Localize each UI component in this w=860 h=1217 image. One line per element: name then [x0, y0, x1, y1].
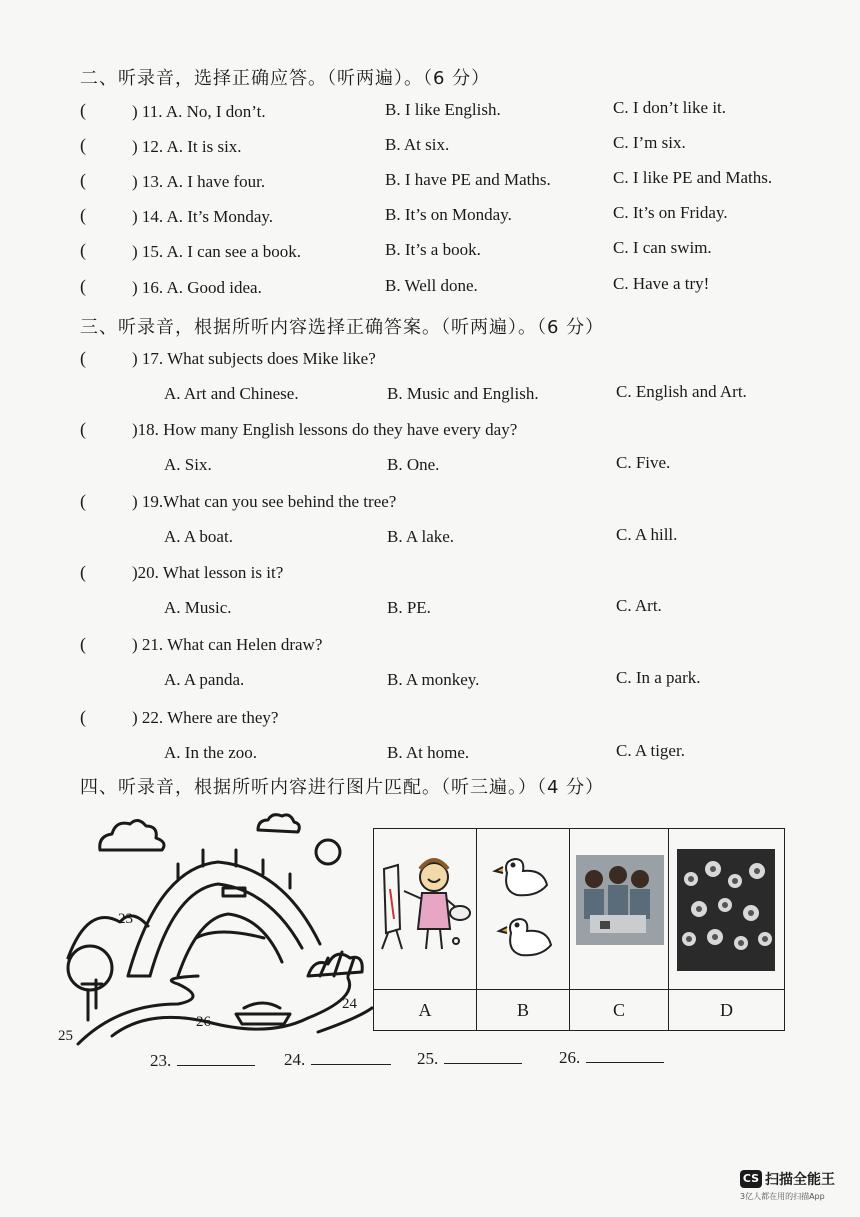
option-b: B. At six.	[385, 135, 450, 154]
option-a: A. A boat.	[164, 527, 233, 546]
option-label-b: B	[477, 989, 570, 1030]
question-text: ) 22. Where are they?	[132, 708, 279, 727]
picture-options-table	[373, 828, 785, 1031]
ducks-icon	[477, 829, 567, 987]
answer-paren[interactable]: (	[80, 170, 86, 190]
answer-paren[interactable]: (	[80, 276, 86, 296]
answer-paren[interactable]: (	[80, 562, 86, 582]
question-text: )20. What lesson is it?	[132, 563, 284, 582]
question-text: ) 21. What can Helen draw?	[132, 635, 323, 654]
option-b: B. I have PE and Maths.	[385, 170, 551, 189]
question-text: ) 19.What can you see behind the tree?	[132, 492, 397, 511]
answer-blank[interactable]	[311, 1050, 391, 1065]
option-a: A. A panda.	[164, 670, 245, 689]
answer-paren[interactable]: (	[80, 634, 86, 654]
option-a: ) 16. A. Good idea.	[132, 278, 262, 297]
option-c: C. In a park.	[616, 668, 701, 687]
scene-label-25: 25	[58, 1028, 73, 1044]
option-a: A. Music.	[164, 598, 232, 617]
section3-heading: 三、听录音，根据所听内容选择正确答案。（听两遍）。（6 分）	[80, 317, 605, 338]
app-name: 扫描全能王	[765, 1171, 835, 1188]
option-c: C. A hill.	[616, 525, 678, 544]
cloud-icon	[258, 815, 299, 832]
option-a: A. Six.	[164, 455, 212, 474]
option-a: ) 11. A. No, I don’t.	[132, 102, 266, 121]
flowers-photo	[669, 829, 781, 987]
picture-a-cell	[374, 829, 477, 989]
park-scene-image	[58, 808, 374, 1048]
option-c: C. Art.	[616, 596, 662, 615]
option-c: C. I can swim.	[613, 238, 712, 257]
question-text: )18. How many English lessons do they have every day?	[132, 420, 518, 439]
option-a: ) 13. A. I have four.	[132, 172, 266, 191]
blank-24	[284, 1050, 391, 1070]
answer-paren[interactable]: (	[80, 100, 86, 120]
answer-paren[interactable]: (	[80, 348, 86, 368]
answer-paren[interactable]: (	[80, 491, 86, 511]
blank-number: 24.	[284, 1050, 306, 1069]
option-b: B. I like English.	[385, 100, 501, 119]
option-c: C. It’s on Friday.	[613, 203, 728, 222]
answer-paren[interactable]: (	[80, 240, 86, 260]
section2-heading: 二、听录音，选择正确应答。（听两遍）。（6 分）	[80, 68, 491, 89]
blank-26	[559, 1048, 664, 1068]
app-tagline: 3亿人都在用的扫描App	[740, 1191, 825, 1201]
option-label-d: D	[669, 989, 784, 1030]
option-a: A. In the zoo.	[164, 743, 258, 762]
cloud-icon	[100, 820, 164, 850]
option-b: B. It’s a book.	[385, 240, 481, 259]
answer-paren[interactable]: (	[80, 707, 86, 727]
scene-label-26: 26	[196, 1014, 211, 1030]
children-picnic-photo	[570, 829, 666, 987]
answer-blank[interactable]	[177, 1051, 255, 1066]
blank-25	[417, 1049, 522, 1069]
blank-number: 25.	[417, 1049, 439, 1068]
section4-heading: 四、听录音，根据所听内容进行图片匹配。（听三遍。）（4 分）	[80, 777, 605, 798]
option-a: A. Art and Chinese.	[164, 384, 299, 403]
option-label-a: A	[374, 989, 477, 1030]
option-b: B. A monkey.	[387, 670, 480, 689]
picture-b-cell	[477, 829, 570, 989]
option-label-c: C	[570, 989, 669, 1030]
option-b: B. It’s on Monday.	[385, 205, 512, 224]
option-b: B. Well done.	[385, 276, 478, 295]
answer-paren[interactable]: (	[80, 419, 86, 439]
girl-painting-icon	[374, 829, 474, 987]
option-b: B. PE.	[387, 598, 431, 617]
camscanner-logo: CS	[740, 1170, 762, 1188]
boat-icon	[236, 1014, 290, 1024]
option-a: ) 14. A. It’s Monday.	[132, 207, 274, 226]
option-a: ) 15. A. I can see a book.	[132, 242, 302, 261]
option-b: B. One.	[387, 455, 440, 474]
blank-number: 26.	[559, 1048, 581, 1067]
picture-d-cell	[669, 829, 784, 989]
question-text: ) 17. What subjects does Mike like?	[132, 349, 376, 368]
answer-blank[interactable]	[444, 1049, 522, 1064]
blank-23	[150, 1051, 255, 1071]
option-c: C. I like PE and Maths.	[613, 168, 773, 187]
option-c: C. I’m six.	[613, 133, 686, 152]
option-c: C. A tiger.	[616, 741, 685, 760]
blank-number: 23.	[150, 1051, 172, 1070]
scene-label-24: 24	[342, 996, 357, 1012]
option-b: B. Music and English.	[387, 384, 539, 403]
option-c: C. Five.	[616, 453, 671, 472]
option-c: C. English and Art.	[616, 382, 747, 401]
option-c: C. Have a try!	[613, 274, 710, 293]
scene-label-23: 23	[118, 911, 133, 927]
option-b: B. At home.	[387, 743, 470, 762]
camscanner-watermark	[740, 1168, 835, 1202]
option-b: B. A lake.	[387, 527, 455, 546]
picture-c-cell	[570, 829, 669, 989]
option-a: ) 12. A. It is six.	[132, 137, 242, 156]
sun-icon	[316, 840, 340, 864]
answer-paren[interactable]: (	[80, 135, 86, 155]
answer-blank[interactable]	[586, 1048, 664, 1063]
option-c: C. I don’t like it.	[613, 98, 727, 117]
answer-paren[interactable]: (	[80, 205, 86, 225]
